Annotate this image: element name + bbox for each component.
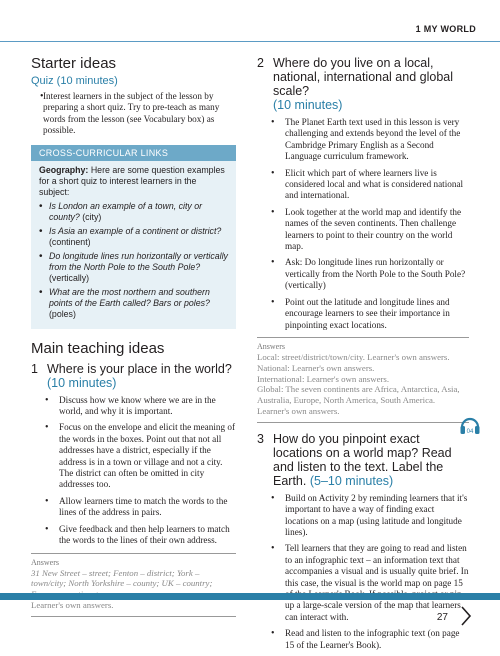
question-answer: (poles) [49,308,76,319]
answers-label: Answers [31,557,59,567]
section-3-bullet: • Build on Activity 2 by reminding learners that it's important to have a way of finding exact locations on a map (using latitude and longitude lines). [257,493,469,539]
question-text: Do longitude lines run horizontally or vertically from the North Pole to the South Pole? [49,250,228,272]
quiz-title: Quiz (10 minutes) [31,75,118,87]
section-3-bullet: • Read and listen to the infographic text (on page 15 of the Learner's Book). [257,628,469,651]
section-2-bullet: • Elicit which part of where learners live is considered local and what is considered national and international. [257,168,469,202]
section-2-time: (10 minutes) [273,98,343,112]
answers-label: Answers [257,341,285,351]
answers-line: National: Learner's own answers. [257,362,375,373]
section-2-bullet: • Look together at the world map and identify the names of the seven continents. Then challenge learners to point to their country on the world map. [257,207,469,253]
header-rule [0,41,500,42]
question-text: What are the most northern and southern points of the Earth called? Bars or poles? [49,286,210,308]
cross-curricular-box [31,145,236,329]
answers-text-2: Learner's own answers. [31,599,114,610]
section-1-answers [31,553,236,617]
section-1-bullet: • Give feedback and then help learners to match the words to the lines of their own address. [31,524,236,547]
box-intro-text: Here are some question examples for a short quiz to interest learners in the subject: [39,164,225,197]
section-2-number: 2 [257,56,264,70]
section-3-time: (5–10 minutes) [306,473,394,488]
section-1-list [31,395,236,547]
section-1-bullet: • Allow learners time to match the words to the lines of the address in pairs. [31,496,236,519]
question-text: Is Asia an example of a continent or district? [49,225,222,236]
audio-track-number: 04 [466,429,474,435]
box-intro-bold: Geography: [39,164,89,175]
answers-line: International: Learner's own answers. [257,373,390,384]
section-3-heading [257,432,469,488]
section-3-bullet: • Tell learners that they are going to read and listen to an infographic text – an information text that accompanies a visual and is usually quite brief. In this case, the visual is the world map on page 15 up a large-scale version of the map that learners can interact with. [257,543,469,623]
chevron-right-icon[interactable] [460,605,472,632]
question-text: Is London an example of a town, city or county? [49,200,203,222]
section-2-heading [257,56,469,112]
section-1-bullet: • Discuss how we know where we are in the world, and why it is important. [31,395,236,418]
quiz-list [31,91,236,137]
section-2-title: Where do you live on a local, national, international and global scale? [273,56,453,98]
chapter-header: 1 MY WORLD [415,24,476,34]
section-1-number: 1 [31,361,38,376]
box-question [39,287,228,320]
section-3-title: How do you pinpoint exact locations on a world map? Read and listen to the text. Label the Earth. [273,431,452,488]
question-answer: (vertically) [49,272,90,283]
box-intro [39,165,228,198]
answers-line: Global: The seven continents are Africa, Antarctica, Asia, Australia, Europe, North America, South America. Learner's own answers. [257,384,460,416]
box-question [39,201,228,223]
right-column [257,56,469,656]
section-2-list [257,117,469,331]
box-body [31,161,236,329]
page-number: 27 [436,612,448,623]
starter-ideas-title: Starter ideas [31,55,117,72]
box-question [39,226,228,248]
box-title: CROSS-CURRICULAR LINKS [31,145,236,161]
box-question-list [39,201,228,320]
section-2-bullet: • The Planet Earth text used in this lesson is very challenging and extends beyond the level of the Cambridge Primary English as a Second Language curriculum framework. [257,117,469,163]
quiz-bullet: • Interest learners in the subject of the lesson by preparing a short quiz. Try to pre-teach as many words from the lesson (see Vocabulary box) as possible. [31,91,236,137]
footer-bar [0,593,500,600]
section-1-time: (10 minutes) [47,375,117,390]
left-column [31,56,236,617]
question-answer: (city) [79,211,102,222]
main-teaching-title: Main teaching ideas [31,339,165,357]
section-1-heading [31,362,236,390]
headphones-icon[interactable] [458,413,482,442]
section-2-bullet: • Point out the latitude and longitude lines and encourage learners to see their importance in pinpointing exact locations. [257,297,469,331]
section-2-answers [257,337,469,423]
answers-line: Local: street/district/town/city. Learner's own answers. [257,351,450,362]
box-question [39,251,228,284]
section-2-bullet: • Ask: Do longitude lines run horizontally or vertically from the North Pole to the South Pole? (vertically) [257,257,469,291]
section-3-number: 3 [257,431,264,446]
section-1-bullet: • Focus on the envelope and elicit the meaning of the words in the boxes. Point out that not all addresses have a district, especially if the address is in a town or village and not a city. The district can often be omitted in city addresses too. [31,422,236,490]
question-answer: (continent) [49,236,91,247]
section-1-title: Where is your place in the world? [47,361,232,376]
section-3-list [257,493,469,651]
answers-text: 31 New Street – street; Fenton – district; York – town/city; North Yorkshire – county; UK – country; [31,567,213,589]
